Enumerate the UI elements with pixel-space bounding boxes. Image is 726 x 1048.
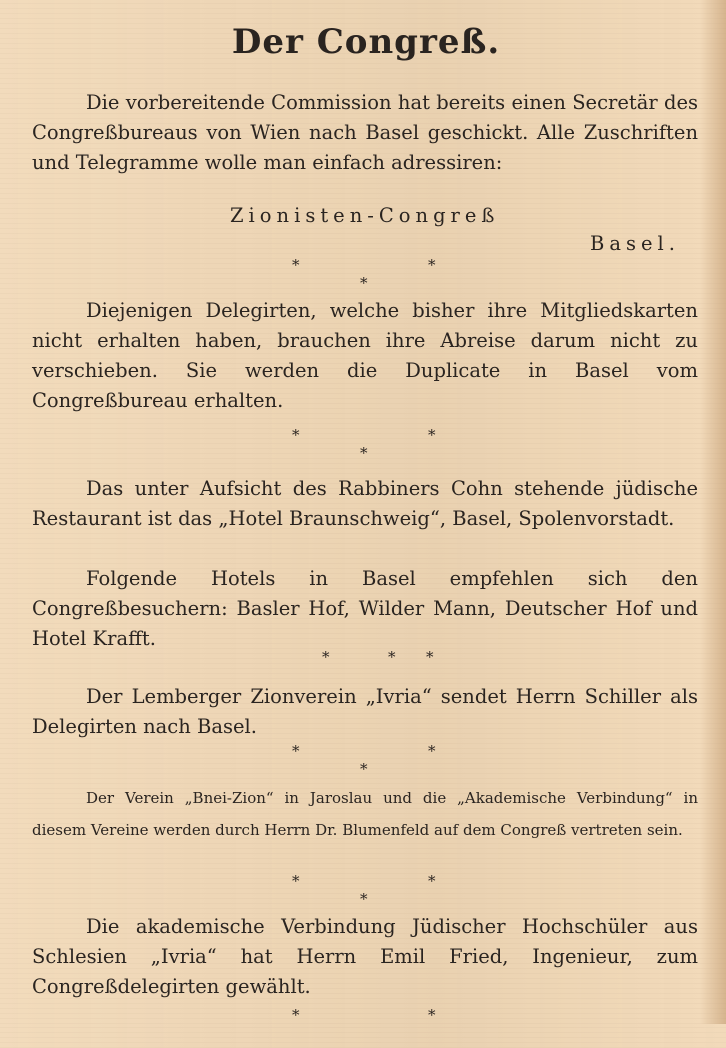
page-title: Der Congreß. [231, 22, 501, 62]
separator-star: * [428, 742, 436, 760]
separator-star: * [292, 426, 300, 444]
page-edge-stain [700, 0, 726, 1024]
separator-star: * [360, 444, 368, 462]
paragraph-lemberg: Der Lemberger Zionverein „Ivria“ sendet Herrn Schiller als Delegirten nach Basel. [32, 685, 698, 738]
address-line-2: Basel. [590, 232, 680, 255]
separator-star: * [360, 890, 368, 908]
separator-2 [30, 428, 702, 468]
separator-star: * [292, 872, 300, 890]
separator-star: * [426, 648, 434, 666]
separator-star: * [360, 274, 368, 292]
separator-star: * [292, 256, 300, 274]
address-line-1: Zionisten-Congreß [230, 204, 500, 227]
paragraph-jaroslau: Der Verein „Bnei-Zion“ in Jaroslau und die „Akademische Verbindung“ in diesem Vereine werden durch Herrn Dr. Blumenfeld auf dem Congreß vertreten sein. [32, 789, 698, 839]
paragraph-commission: Die vorbereitende Commission hat bereits einen Secretär des Congreßbureaus von Wien nach Basel geschickt. Alle Zuschriften und Telegramme wolle man einfach adressiren: [32, 91, 698, 174]
separator-1 [30, 258, 702, 298]
paragraph-hotels: Folgende Hotels in Basel empfehlen sich den Congreßbesuchern: Basler Hof, Wilder Mann, Deutscher Hof und Hotel Krafft. [32, 567, 698, 650]
paragraph-restaurant: Das unter Aufsicht des Rabbiners Cohn stehende jüdische Restaurant ist das „Hotel Braunschweig“, Basel, Spolenvorstadt. [32, 477, 698, 530]
paragraph-schlesien: Die akademische Verbindung Jüdischer Hochschüler aus Schlesien „Ivria“ hat Herrn Emil Fried, Ingenieur, zum Congreßdelegirten gewählt. [32, 915, 698, 998]
paragraph-delegates: Diejenigen Delegirten, welche bisher ihre Mitgliedskarten nicht erhalten haben, brauchen ihre Abreise darum nicht zu verschieben. Sie werden die Duplicate in Basel vom Congreßbureau erhalten. [32, 299, 698, 412]
separator-4 [30, 744, 702, 784]
separator-star: * [292, 1006, 300, 1024]
separator-6 [30, 1008, 702, 1048]
separator-star: * [322, 648, 330, 666]
separator-star: * [428, 426, 436, 444]
separator-star: * [360, 760, 368, 778]
separator-star: * [428, 1006, 436, 1024]
separator-star: * [292, 742, 300, 760]
separator-star: * [428, 256, 436, 274]
newspaper-page [30, 0, 702, 1024]
separator-5 [30, 874, 702, 914]
separator-star: * [428, 872, 436, 890]
separator-star: * [388, 648, 396, 666]
